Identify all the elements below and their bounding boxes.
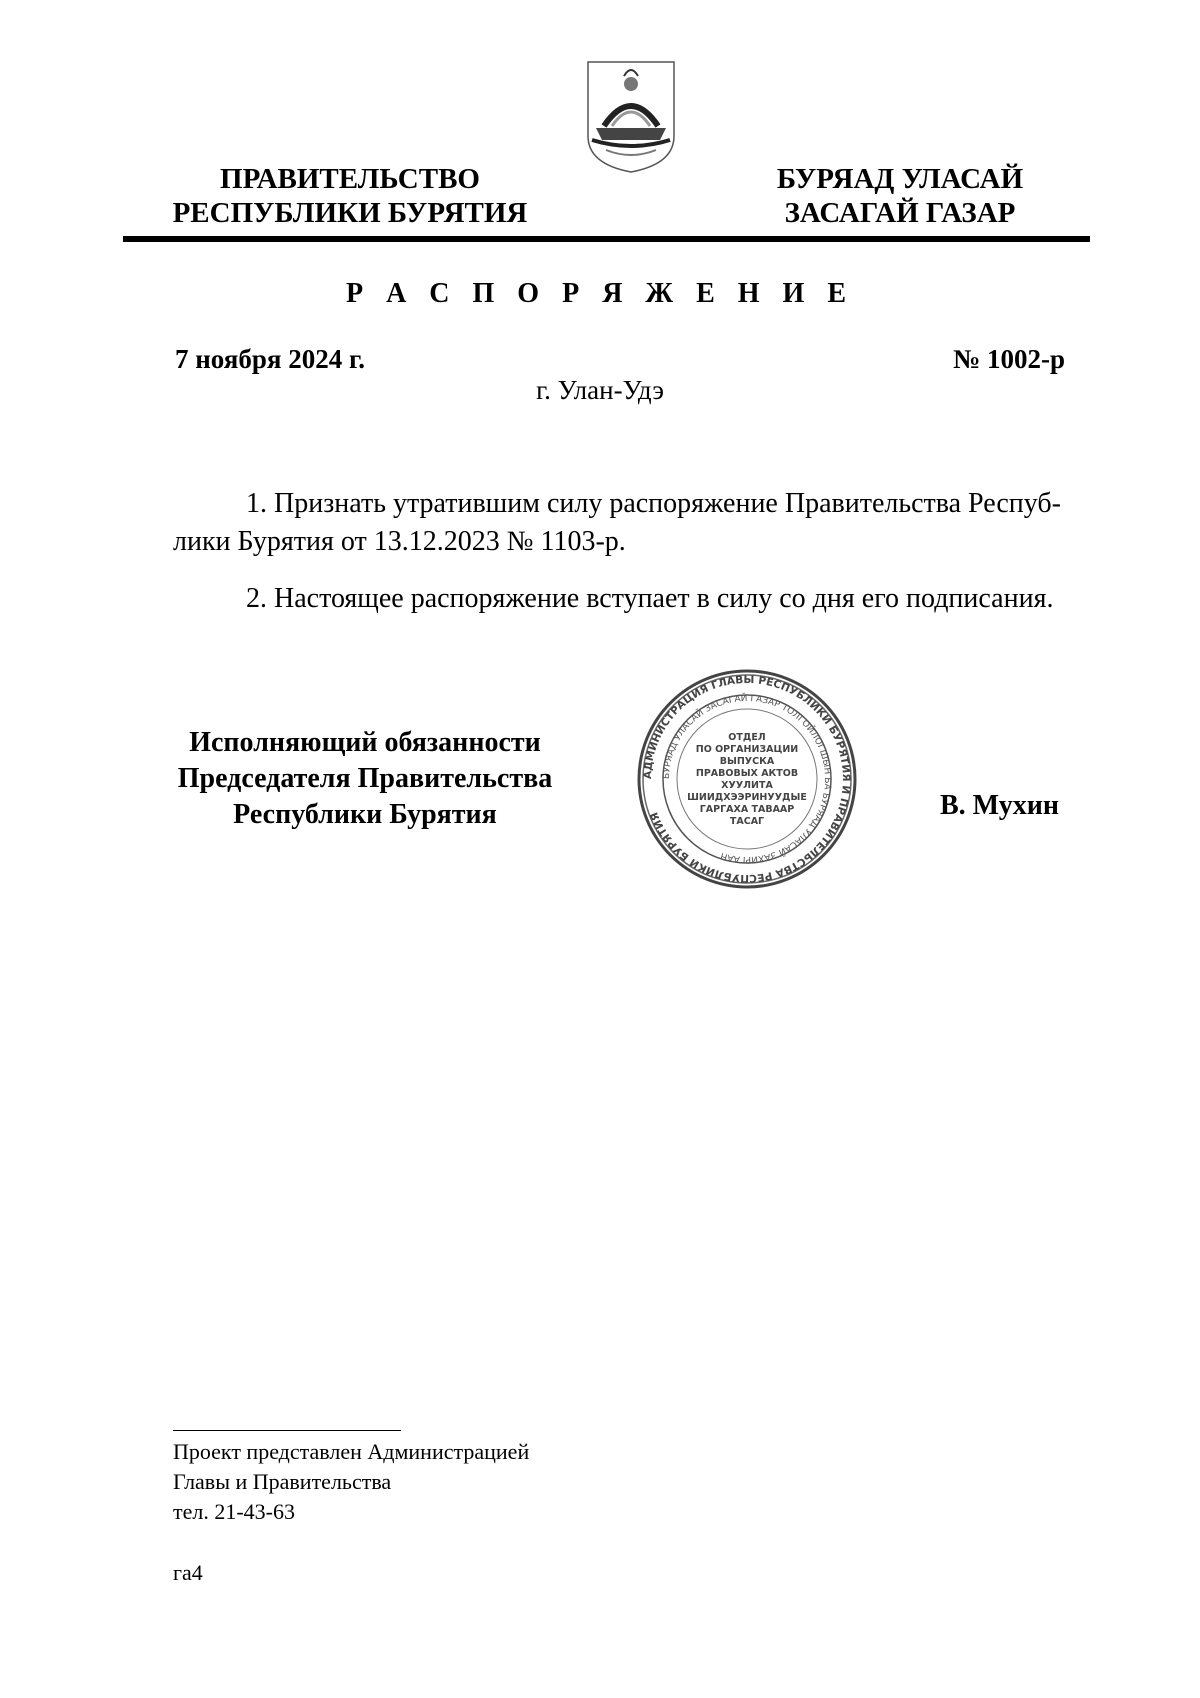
seal-outer-text: АДМИНИСТРАЦИЯ ГЛАВЫ РЕСПУБЛИКИ БУРЯТИЯ И ПРАВИТЕЛЬСТВА РЕСПУБЛИКИ БУРЯТИЯ <box>641 673 853 885</box>
seal-center-line: ШИИДХЭЭРИНУУДЫЕ <box>687 792 807 803</box>
seal-inner-text: БУРЯАД УЛАСАЙ ЗАСАГАЙ ГАЗАР ТОЛГОЙЛОГШЫН БА БУРЯАД УЛАСАЙ ЗАХИРГААН <box>661 693 833 865</box>
footnote-phone: тел. 21-43-63 <box>173 1499 296 1524</box>
footnote-line1: Проект представлен Администрацией <box>173 1439 530 1464</box>
document-date: 7 ноября 2024 г. <box>175 344 365 374</box>
seal-center-line: ПО ОРГАНИЗАЦИИ <box>695 744 799 755</box>
header-divider <box>123 236 1090 242</box>
paragraph-2: 2. Настоящее распоряжение вступает в силу со дня его подписания. <box>246 583 1054 614</box>
signatory-title <box>150 725 580 833</box>
signatory-name: В. Мухин <box>940 790 1059 821</box>
header-left-line1: ПРАВИТЕЛЬСТВО <box>220 163 480 195</box>
seal-center-line: ХУУЛИТА <box>721 780 773 791</box>
official-seal <box>636 668 858 890</box>
footnote-divider <box>173 1430 401 1431</box>
footnote <box>173 1437 529 1527</box>
paragraph-1 <box>173 485 1078 561</box>
document-code: га4 <box>173 1560 203 1585</box>
header-right-bua <box>735 162 1065 230</box>
footnote-line2: Главы и Правительства <box>173 1469 392 1494</box>
seal-center-line: ПРАВОВЫХ АКТОВ <box>695 768 799 779</box>
signatory-line3: Республики Бурятия <box>233 799 497 830</box>
document-type: Р А С П О Р Я Ж Е Н И Е <box>345 278 855 309</box>
header-right-line2: ЗАСАГАЙ ГАЗАР <box>784 197 1016 229</box>
signatory-line1: Исполняющий обязанности <box>189 727 541 758</box>
header-right-line1: БУРЯАД УЛАСАЙ <box>776 163 1024 195</box>
paragraph-1-line1: 1. Признать утратившим силу распоряжение Правительства Респуб- <box>246 488 1061 519</box>
seal-center-line: ОТДЕЛ <box>728 732 766 743</box>
signatory-line2: Председателя Правительства <box>177 763 553 794</box>
header-left-ru <box>150 162 550 230</box>
buryatia-coat-of-arms-icon <box>582 56 680 176</box>
document-city: г. Улан-Удэ <box>536 375 664 405</box>
seal-center-line: ТАСАГ <box>729 816 765 827</box>
seal-center-line: ГАРГАХА ТАВААР <box>699 804 795 815</box>
paragraph-1-line2: лики Бурятия от 13.12.2023 № 1103-р. <box>173 526 626 557</box>
header-left-line2: РЕСПУБЛИКИ БУРЯТИЯ <box>172 197 528 229</box>
seal-center-line: ВЫПУСКА <box>719 756 775 767</box>
document-number: № 1002-р <box>953 344 1065 374</box>
